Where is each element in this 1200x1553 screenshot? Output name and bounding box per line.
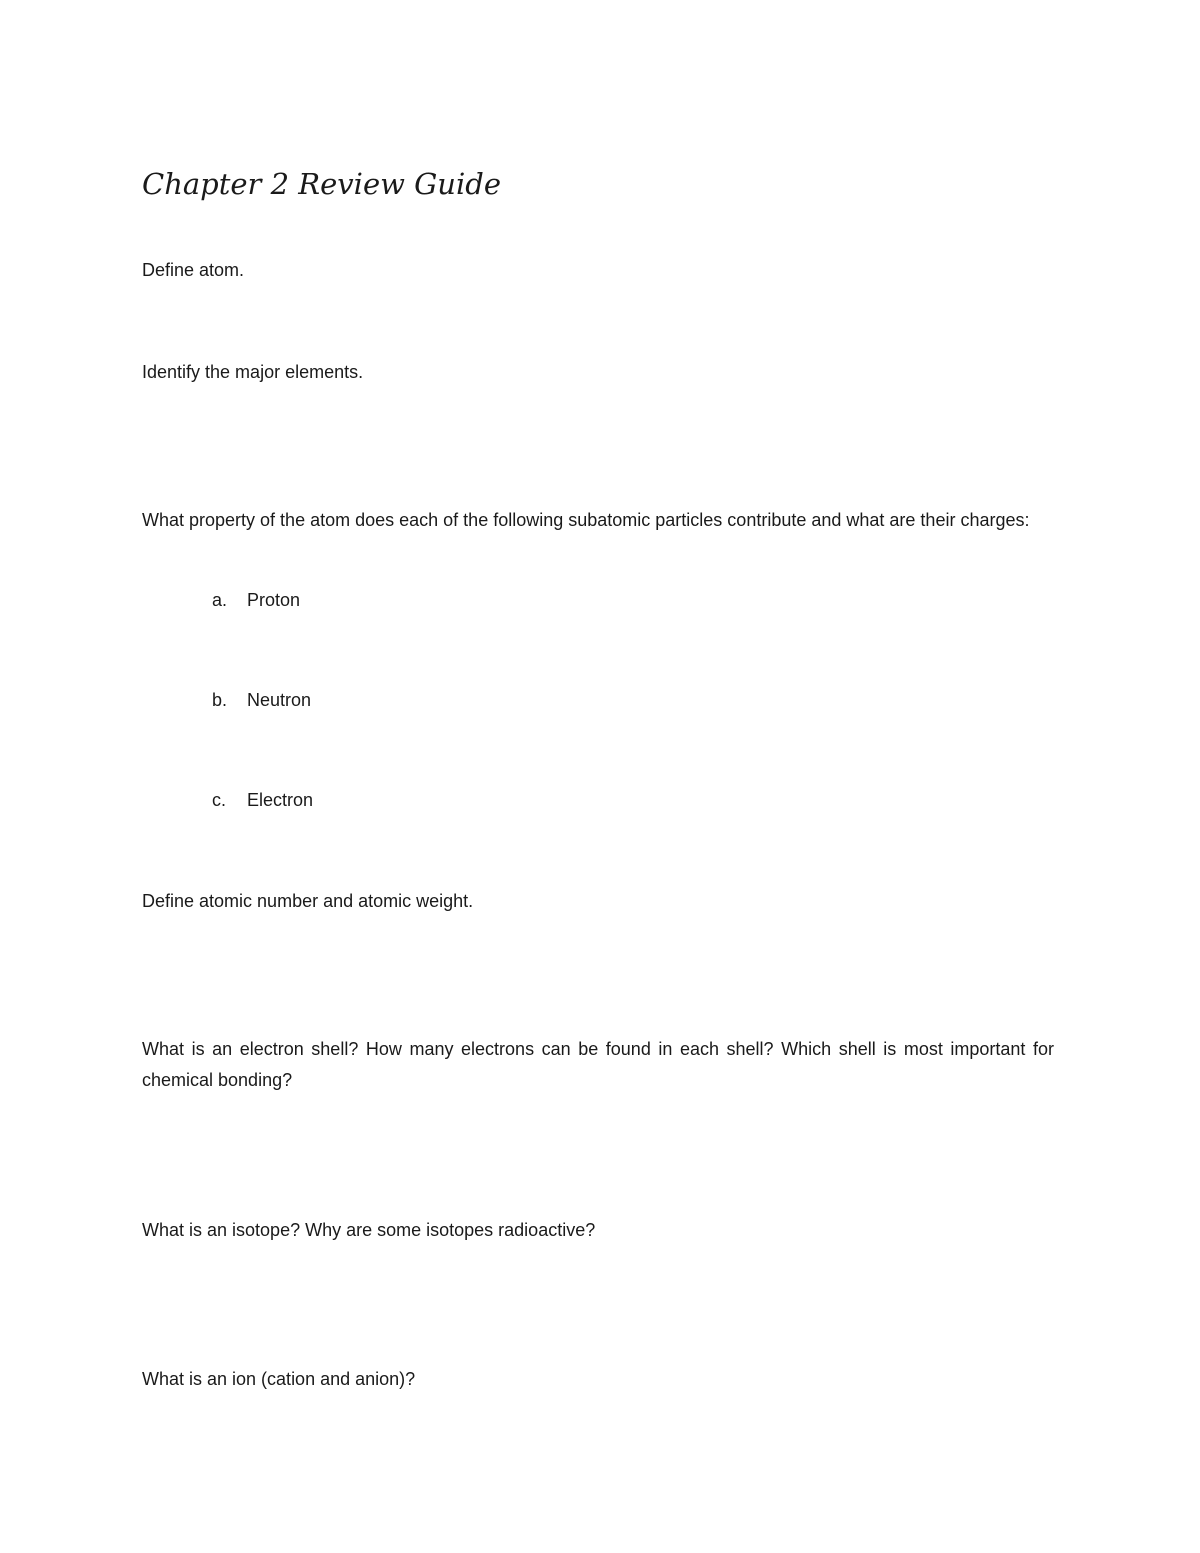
question-atomic-number-weight: Define atomic number and atomic weight. (142, 891, 474, 911)
list-marker: b. (212, 690, 228, 710)
question-ion: What is an ion (cation and anion)? (142, 1369, 416, 1389)
list-item-label: Neutron (247, 690, 312, 710)
question-electron-shell: What is an electron shell? How many electrons can be found in each shell? Which shell is most important for chemical bonding? (142, 1039, 1054, 1090)
list-item-label: Proton (247, 590, 301, 610)
question-define-atom: Define atom. (142, 260, 245, 280)
list-marker: c. (212, 790, 227, 810)
question-subatomic-particles: What property of the atom does each of the following subatomic particles contribute and what are their charges: (142, 510, 1030, 530)
question-isotope: What is an isotope? Why are some isotopes radioactive? (142, 1220, 596, 1240)
list-marker: a. (212, 590, 228, 610)
document-title: Chapter 2 Review Guide (142, 167, 501, 201)
list-item-label: Electron (247, 790, 314, 810)
question-major-elements: Identify the major elements. (142, 362, 364, 382)
